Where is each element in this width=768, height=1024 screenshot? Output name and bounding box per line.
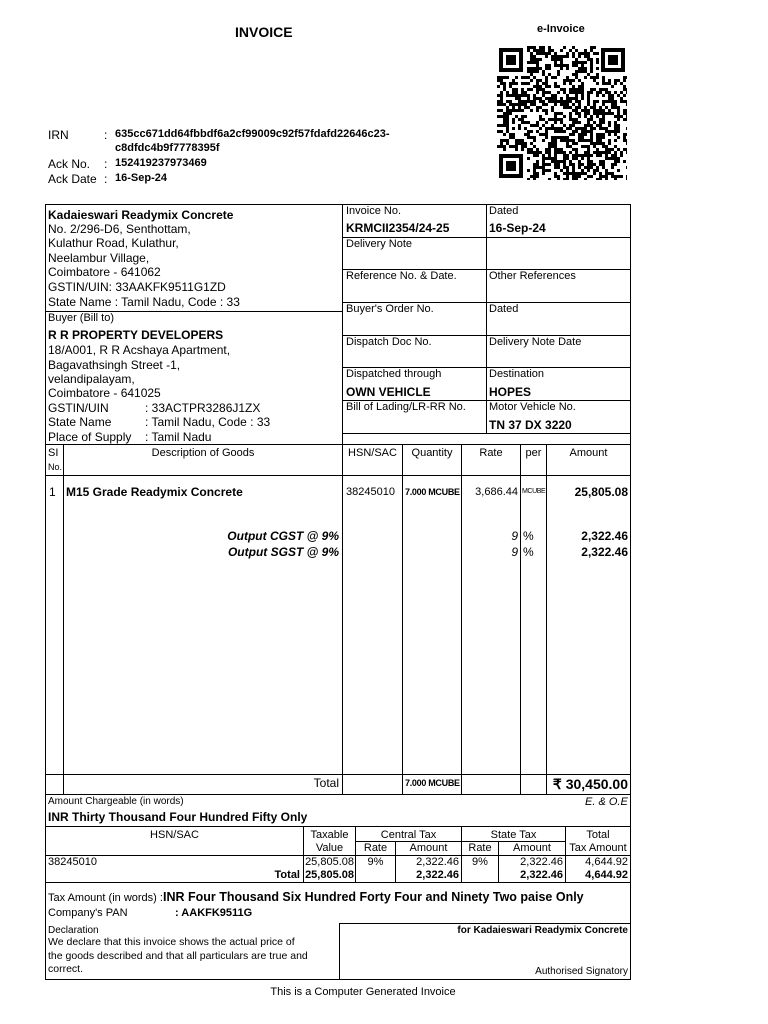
tax-total-state-amount: 2,322.46 xyxy=(520,869,563,881)
ack-no-label: Ack No. xyxy=(48,157,91,171)
sgst-rate: 9 xyxy=(511,545,518,559)
tax-total-header2: Tax Amount xyxy=(569,842,627,854)
qr-code-icon xyxy=(497,46,627,180)
cgst-amount: 2,322.46 xyxy=(581,529,628,543)
destination-value: HOPES xyxy=(489,385,532,399)
buyer-name: R R PROPERTY DEVELOPERS xyxy=(48,328,224,342)
dispatch-doc-label: Dispatch Doc No. xyxy=(346,336,432,348)
item-quantity: 7.000 MCUBE xyxy=(405,487,460,497)
cgst-label: Output CGST @ 9% xyxy=(227,529,339,543)
col-hsn-header: HSN/SAC xyxy=(348,447,397,459)
col-rate-header: Rate xyxy=(479,447,503,459)
bill-of-lading-label: Bill of Lading/LR-RR No. xyxy=(346,401,466,413)
amount-words-value: INR Thirty Thousand Four Hundred Fifty Only xyxy=(48,810,308,824)
tax-row-central-amount: 2,322.46 xyxy=(416,856,459,868)
buyer-gstin-label: GSTIN/UIN xyxy=(48,401,109,415)
ack-no-colon: : xyxy=(104,157,108,171)
for-company-label: for Kadaieswari Readymix Concrete xyxy=(457,925,628,936)
cgst-rate: 9 xyxy=(511,529,518,543)
tax-words-label: Tax Amount (in words) : xyxy=(48,892,163,904)
buyer-address-line3: velandipalayam, xyxy=(48,372,135,386)
other-references-label: Other References xyxy=(489,270,576,282)
seller-address-line4: Coimbatore - 641062 xyxy=(48,265,161,279)
items-total-quantity: 7.000 MCUBE xyxy=(405,778,460,788)
sgst-label: Output SGST @ 9% xyxy=(227,545,339,559)
eoe-label: E. & O.E xyxy=(585,796,628,808)
buyer-pos-label: Place of Supply xyxy=(48,430,132,444)
tax-total-total: 4,644.92 xyxy=(585,869,628,881)
col-amount-header: Amount xyxy=(569,447,608,459)
tax-taxable-header2: Value xyxy=(315,842,344,854)
items-total-label: Total xyxy=(313,776,339,790)
tax-row-state-amount: 2,322.46 xyxy=(520,856,563,868)
declaration-line3: correct. xyxy=(48,963,84,975)
computer-generated-note: This is a Computer Generated Invoice xyxy=(270,986,456,998)
col-per-header: per xyxy=(525,447,542,459)
declaration-line1: We declare that this invoice shows the actual price of xyxy=(48,936,295,948)
seller-gstin: GSTIN/UIN: 33AAKFK9511G1ZD xyxy=(48,280,226,294)
item-rate: 3,686.44 xyxy=(475,486,518,498)
dispatched-through-value: OWN VEHICLE xyxy=(346,385,431,399)
motor-vehicle-value: TN 37 DX 3220 xyxy=(489,418,572,432)
ack-date-colon: : xyxy=(104,172,108,186)
sgst-per: % xyxy=(523,545,534,559)
tax-total-taxable: 25,805.08 xyxy=(305,869,354,881)
seller-address-line3: Neelambur Village, xyxy=(48,251,150,265)
tax-central-rate-header: Rate xyxy=(363,842,388,854)
items-total-amount: ₹ 30,450.00 xyxy=(552,776,628,792)
seller-state: State Name : Tamil Nadu, Code : 33 xyxy=(48,295,240,309)
destination-label: Destination xyxy=(489,368,545,380)
invoice-title: INVOICE xyxy=(235,24,293,40)
buyer-state-label: State Name xyxy=(48,415,112,429)
item-hsn: 38245010 xyxy=(346,486,395,498)
tax-row-total: 4,644.92 xyxy=(585,856,628,868)
ack-no-value: 152419237973469 xyxy=(115,157,207,169)
reference-label: Reference No. & Date. xyxy=(346,270,457,282)
col-si-header: SI xyxy=(48,447,59,459)
buyer-address-line4: Coimbatore - 641025 xyxy=(48,386,161,400)
tax-words-value: INR Four Thousand Six Hundred Forty Four and Ninety Two paise Only xyxy=(163,890,584,904)
declaration-label: Declaration xyxy=(48,925,99,936)
item-description: M15 Grade Readymix Concrete xyxy=(66,485,243,499)
invoice-no-label: Invoice No. xyxy=(346,205,402,217)
motor-vehicle-label: Motor Vehicle No. xyxy=(489,401,576,413)
item-amount: 25,805.08 xyxy=(574,485,628,499)
col-si-no-header: No. xyxy=(48,462,63,472)
tax-state-rate-header: Rate xyxy=(468,842,492,854)
ack-date-value: 16-Sep-24 xyxy=(115,172,167,184)
tax-row-state-rate: 9% xyxy=(472,856,488,868)
col-quantity-header: Quantity xyxy=(411,447,453,459)
tax-total-label: Total xyxy=(274,869,300,881)
authorised-signatory-label: Authorised Signatory xyxy=(535,966,628,977)
dated-value: 16-Sep-24 xyxy=(489,221,546,235)
delivery-note-label: Delivery Note xyxy=(346,238,413,250)
declaration-line2: the goods described and that all particulars are true and xyxy=(48,950,308,962)
irn-label: IRN xyxy=(48,128,69,142)
tax-central-header: Central Tax xyxy=(380,829,437,841)
einvoice-label: e-Invoice xyxy=(537,23,585,35)
delivery-note-date-label: Delivery Note Date xyxy=(489,336,582,348)
tax-state-header: State Tax xyxy=(490,829,537,841)
seller-address-line1: No. 2/296-D6, Senthottam, xyxy=(48,222,191,236)
buyer-pos: : Tamil Nadu xyxy=(145,430,212,444)
pan-label: Company's PAN xyxy=(48,907,128,919)
ack-date-label: Ack Date xyxy=(48,172,97,186)
irn-value-line1: 635cc671dd64fbbdf6a2cf99009c92f57fdafd22646c23- xyxy=(115,128,390,140)
tax-row-central-rate: 9% xyxy=(367,856,384,868)
sgst-amount: 2,322.46 xyxy=(581,545,628,559)
tax-hsn-header: HSN/SAC xyxy=(150,829,199,841)
dated-label: Dated xyxy=(489,205,519,217)
irn-value-line2: c8dfdc4b9f7778395f xyxy=(115,142,220,154)
tax-taxable-header1: Taxable xyxy=(310,829,349,841)
tax-row-taxable: 25,805.08 xyxy=(305,856,354,868)
tax-central-amount-header: Amount xyxy=(409,842,448,854)
item-per: MCUBE xyxy=(522,488,546,495)
buyer-state: : Tamil Nadu, Code : 33 xyxy=(145,415,271,429)
buyers-order-label: Buyer's Order No. xyxy=(346,303,434,315)
tax-total-header1: Total xyxy=(586,829,610,841)
pan-value: : AAKFK9511G xyxy=(175,907,253,919)
cgst-per: % xyxy=(523,529,534,543)
buyer-address-line2: Bagavathsingh Street -1, xyxy=(48,358,181,372)
amount-words-label: Amount Chargeable (in words) xyxy=(48,796,184,807)
tax-state-amount-header: Amount xyxy=(513,842,551,854)
irn-colon: : xyxy=(104,128,108,142)
buyer-gstin: : 33ACTPR3286J1ZX xyxy=(145,401,261,415)
tax-row-hsn: 38245010 xyxy=(48,856,97,868)
buyer-address-line1: 18/A001, R R Acshaya Apartment, xyxy=(48,343,231,357)
tax-total-central-amount: 2,322.46 xyxy=(416,869,459,881)
buyer-label: Buyer (Bill to) xyxy=(48,312,115,324)
col-description-header: Description of Goods xyxy=(151,447,255,459)
invoice-no-value: KRMCII2354/24-25 xyxy=(346,221,450,235)
seller-name: Kadaieswari Readymix Concrete xyxy=(48,208,234,222)
dated2-label: Dated xyxy=(489,303,519,315)
seller-address-line2: Kulathur Road, Kulathur, xyxy=(48,236,179,250)
item-si: 1 xyxy=(49,485,56,499)
dispatched-through-label: Dispatched through xyxy=(346,368,442,380)
